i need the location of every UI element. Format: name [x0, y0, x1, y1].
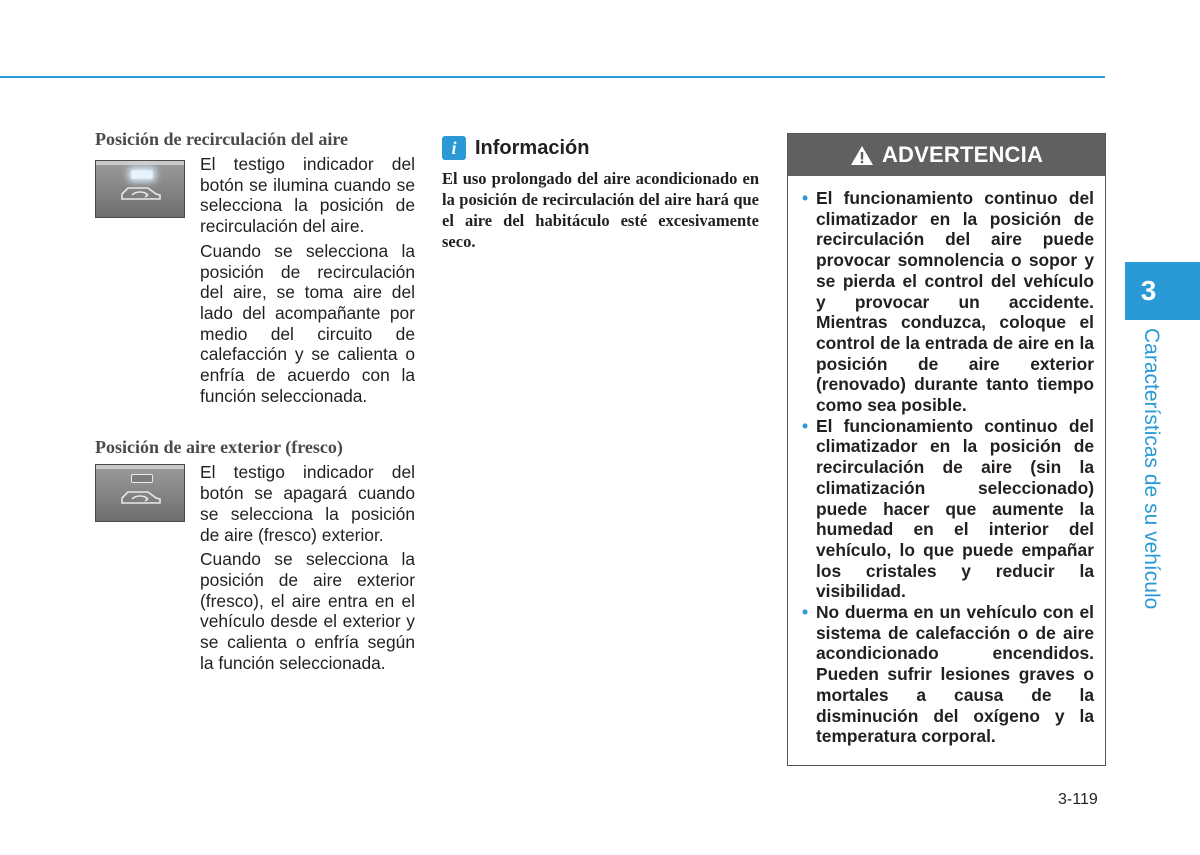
top-rule: [0, 76, 1105, 78]
info-note: [442, 135, 759, 252]
recirculation-paragraph-1: El testigo indicador del botón se ilumina cuando se selecciona la posición de recirculación del aire.: [200, 154, 415, 237]
info-header: [442, 135, 759, 161]
warning-item: • El funcionamiento continuo del climatizador en la posición de recirculación del aire puede provocar somnolencia o sopor y se pierda el control del vehículo y provocar un accidente. Mientras conduzca, coloque el control de la entrada de aire en la posición de aire exterior (renovado) durante tanto tiempo como sea posible.: [802, 188, 1094, 416]
recirculation-car-icon: [118, 183, 164, 205]
recirculation-section: [95, 154, 415, 406]
indicator-lamp-on: [131, 170, 153, 179]
fresh-air-paragraph-2: Cuando se selecciona la posición de aire exterior (fresco), el aire entra en el vehículo desde el exterior y se calienta o enfría según la función seleccionada.: [200, 549, 415, 673]
fresh-air-paragraph-1: El testigo indicador del botón se apagará cuando se selecciona la posición de aire (fresco) exterior.: [200, 462, 415, 545]
info-title: Información: [475, 136, 590, 159]
info-icon: i: [442, 136, 466, 160]
page-number: 3-119: [1058, 791, 1098, 808]
warning-item: • No duerma en un vehículo con el sistema de calefacción o de aire acondicionado encendidos. Pueden sufrir lesiones graves o mortales a causa de la disminución del oxígeno y la temperatura corporal.: [802, 602, 1094, 747]
warning-triangle-icon: [850, 145, 874, 166]
recirculation-paragraph-2: Cuando se selecciona la posición de recirculación del aire, se toma aire del lado del acompañante por medio del circuito de calefacción y se calienta o enfría de acuerdo con la función seleccionada.: [200, 240, 415, 406]
warning-title: ADVERTENCIA: [881, 142, 1044, 167]
fresh-air-button-illustration: [95, 464, 185, 522]
warning-item: • El funcionamiento continuo del climatizador en la posición de recirculación de aire (sin la climatización seleccionado) puede hacer que aumente la humedad en el interior del vehículo, lo que puede empañar los cristales y reducir la visibilidad.: [802, 416, 1094, 602]
fresh-air-section: [95, 462, 415, 673]
chapter-number: 3: [1140, 275, 1157, 306]
left-column: [95, 126, 415, 673]
info-text: El uso prolongado del aire acondicionado en la posición de recirculación del aire hará que el aire del habitáculo esté excesivamente seco.: [442, 169, 759, 251]
chapter-tab: [1125, 262, 1200, 320]
indicator-lamp-off: [131, 474, 153, 483]
fresh-air-car-icon: [118, 487, 164, 509]
recirculation-button-illustration: [95, 160, 185, 218]
warning-box: [787, 133, 1106, 766]
warning-list: [802, 188, 1094, 747]
warning-header: [788, 134, 1105, 176]
recirculation-heading: Posición de recirculación del aire: [95, 129, 348, 149]
chapter-title: Características de su vehículo: [1140, 328, 1163, 610]
fresh-air-heading: Posición de aire exterior (fresco): [95, 437, 343, 458]
